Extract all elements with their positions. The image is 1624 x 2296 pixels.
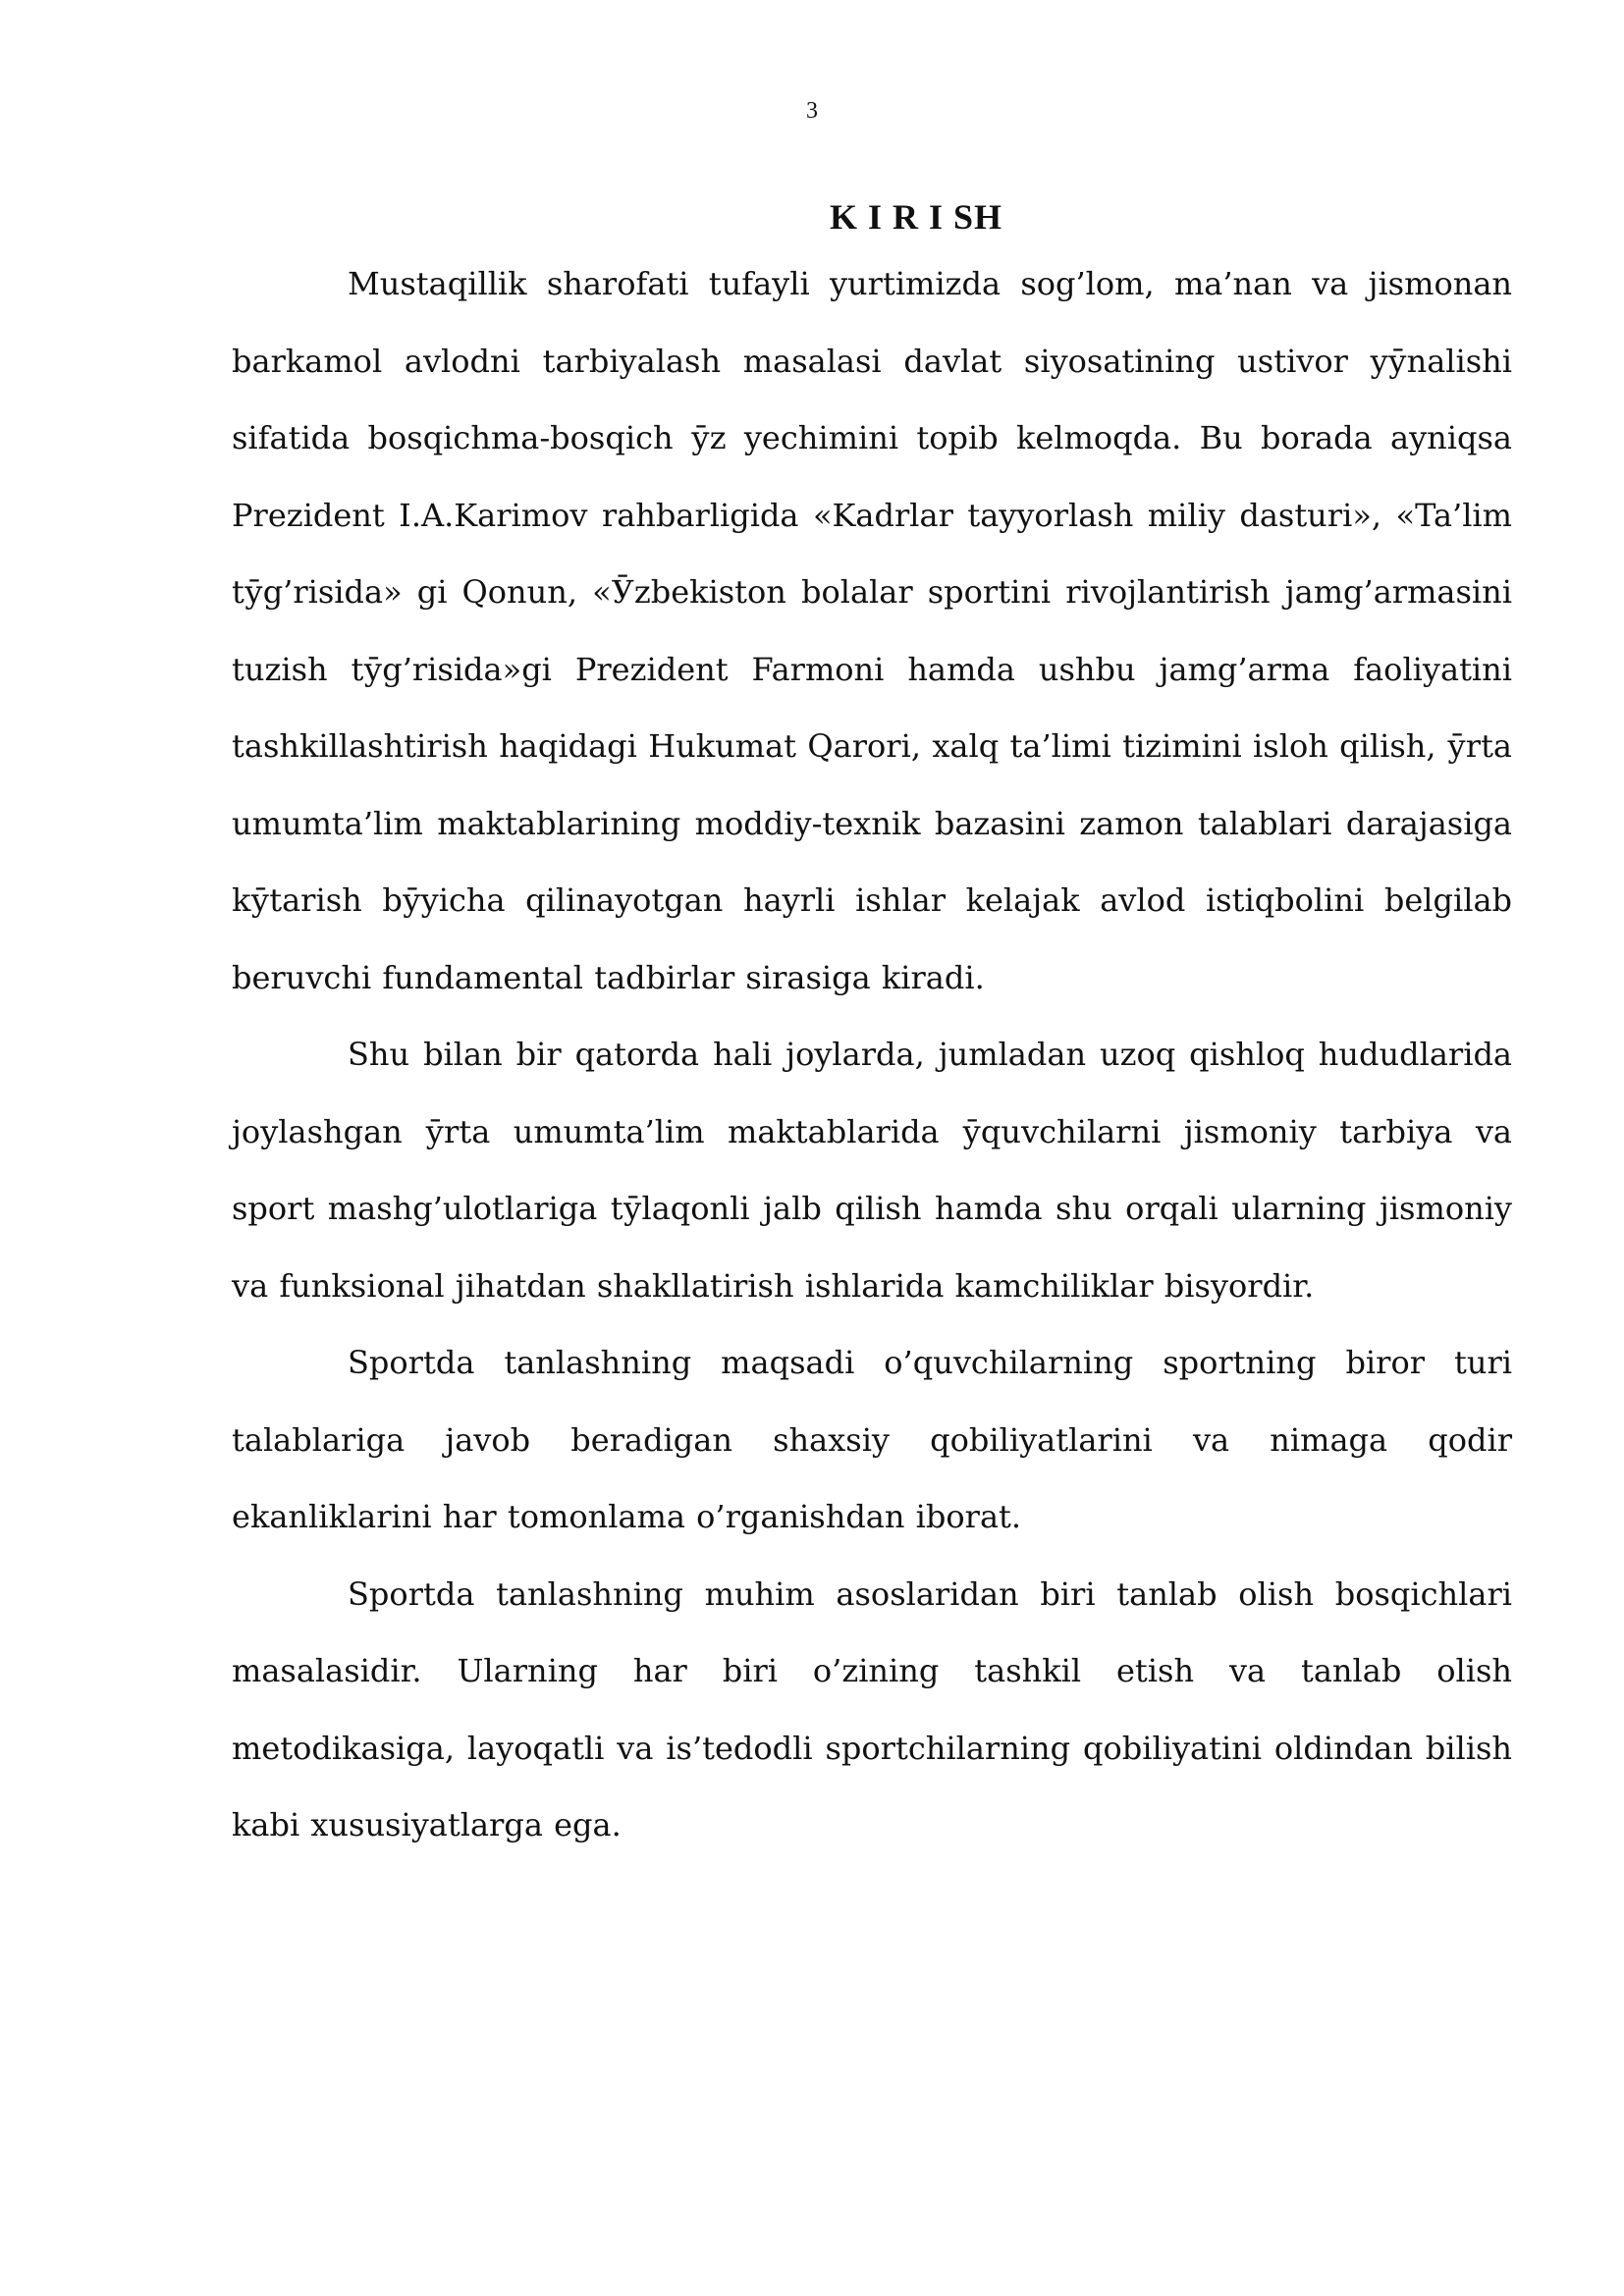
paragraph-4: Sportda tanlashning muhim asoslaridan biri tanlab olish bosqichlari masalasidir. Ularning har biri o’zining tashkil etish va tanlab olish metodikasiga, layoqatli va is’tedodli sportchilarning qobiliyatini oldindan bilish kabi xususiyatlarga ega.	[232, 1575, 1512, 1843]
page-number: 3	[806, 98, 818, 124]
paragraph-2: Shu bilan bir qatorda hali joylarda, jumladan uzoq qishloq hududlarida joylashgan ӯrta umumta’lim maktablarida ӯquvchilarni jismoniy tarbiya va sport mashg’ulotlariga tӯlaqonli jalb qilish hamda shu orqali ularning jismoniy va funksional jihatdan shakllatirish ishlarida kamchiliklar bisyordir.	[232, 1036, 1512, 1305]
paragraph-3: Sportda tanlashning maqsadi o’quvchilarning sportning biror turi talablariga javob beradigan shaxsiy qobiliyatlarini va nimaga qodir ekanliklarini har tomonlama o’rganishdan iborat.	[232, 1344, 1512, 1535]
document-body	[232, 188, 1512, 1864]
section-heading: K I R I SH	[829, 197, 1003, 237]
paragraph-1: Mustaqillik sharofati tufayli yurtimizda sog’lom, ma’nan va jismonan barkamol avlodni tarbiyalash masalasi davlat siyosatining ustivor yӯnalishi sifatida bosqichma-bosqich ӯz yechimini topib kelmoqda. Bu borada ayniqsa Prezident I.A.Karimov rahbarligida «Kadrlar tayyorlash miliy dasturi», «Ta’lim tӯg’risida» gi Qonun, «Ӯzbekiston bolalar sportini rivojlantirish jamg’armasini tuzish tӯg’risida»gi Prezident Farmoni hamda ushbu jamg’arma faoliyatini tashkillashtirish haqidagi Hukumat Qarori, xalq ta’limi tizimini isloh qilish, ӯrta umumta’lim maktablarining moddiy-texnik bazasini zamon talablari darajasiga kӯtarish bӯyicha qilinayotgan hayrli ishlar kelajak avlod istiqbolini belgilab beruvchi fundamental tadbirlar sirasiga kiradi.	[232, 265, 1512, 996]
